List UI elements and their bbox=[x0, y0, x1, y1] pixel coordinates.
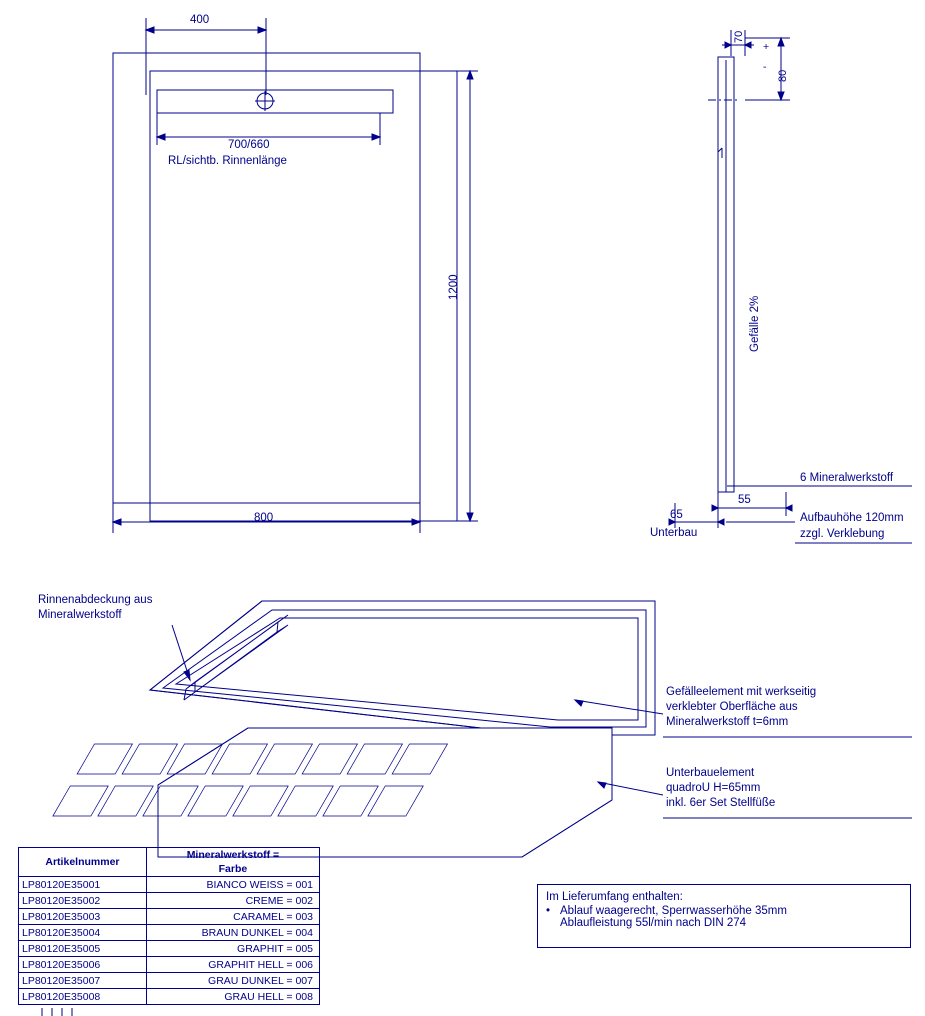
table-body bbox=[19, 877, 320, 1005]
iso-top-plate-outline bbox=[150, 601, 655, 735]
cell-article: LP80120E35001 bbox=[19, 877, 147, 893]
top-view-inner-rect bbox=[150, 71, 457, 521]
arrow-65-right bbox=[718, 519, 724, 525]
label-aufbauhoehe-2: zzgl. Verklebung bbox=[800, 528, 885, 540]
label-6-mineralwerkstoff: 6 Mineralwerkstoff bbox=[800, 472, 894, 484]
cell-article: LP80120E35002 bbox=[19, 893, 147, 909]
cell-color: BIANCO WEISS = 001 bbox=[146, 877, 319, 893]
tolerance-minus: - bbox=[763, 61, 767, 73]
header-material bbox=[146, 848, 319, 877]
arrow-1200-top bbox=[467, 71, 473, 79]
cell-color: GRAU HELL = 008 bbox=[146, 989, 319, 1005]
cell-article: LP80120E35004 bbox=[19, 925, 147, 941]
arrow-80-bottom bbox=[778, 92, 784, 100]
cell-article: LP80120E35008 bbox=[19, 989, 147, 1005]
table-row bbox=[19, 941, 320, 957]
cell-article: LP80120E35003 bbox=[19, 909, 147, 925]
iso-base-outline bbox=[158, 728, 612, 857]
tolerance-plus: + bbox=[763, 41, 770, 53]
delivery-item-line1: Ablauf waagerecht, Sperrwasserhöhe 35mm bbox=[560, 905, 787, 917]
delivery-scope-item-text bbox=[560, 905, 787, 929]
dim-label-80: 80 bbox=[777, 69, 789, 82]
dim-label-700-660: 700/660 bbox=[228, 139, 270, 151]
callout-unterbauelement-1: Unterbauelement bbox=[666, 767, 755, 779]
callout-gefaelleelement-3: Mineralwerkstoff t=6mm bbox=[666, 716, 789, 728]
callout-unterbauelement-3: inkl. 6er Set Stellfüße bbox=[666, 797, 776, 809]
label-gefaelle: Gefälle 2% bbox=[749, 295, 761, 352]
article-table bbox=[18, 847, 320, 1005]
cell-color: CARAMEL = 003 bbox=[146, 909, 319, 925]
cell-color: GRAPHIT HELL = 006 bbox=[146, 957, 319, 973]
dim-label-55: 55 bbox=[738, 494, 751, 506]
table-row bbox=[19, 893, 320, 909]
cell-article: LP80120E35005 bbox=[19, 941, 147, 957]
label-unterbau: Unterbau bbox=[650, 527, 698, 539]
callout-gefaelleelement-1: Gefälleelement mit werkseitig bbox=[666, 686, 817, 698]
delivery-scope-item bbox=[546, 905, 902, 929]
arrow-700-left bbox=[157, 134, 165, 140]
table-row bbox=[19, 957, 320, 973]
arrow-400-right bbox=[258, 27, 266, 33]
table-row bbox=[19, 877, 320, 893]
label-aufbauhoehe-1: Aufbauhöhe 120mm bbox=[800, 512, 904, 524]
cell-color: BRAUN DUNKEL = 004 bbox=[146, 925, 319, 941]
header-article: Artikelnummer bbox=[19, 848, 147, 877]
arrow-800-right bbox=[412, 519, 420, 525]
cell-color: GRAU DUNKEL = 007 bbox=[146, 973, 319, 989]
arrow-70-left bbox=[725, 42, 731, 48]
bullet-icon: • bbox=[546, 905, 551, 917]
callout-unterbauelement-2: quadroU H=65mm bbox=[666, 782, 761, 794]
arrow-80-top bbox=[778, 38, 784, 46]
cell-color: GRAPHIT = 005 bbox=[146, 941, 319, 957]
dim-label-800: 800 bbox=[254, 512, 274, 524]
delivery-scope-box bbox=[537, 884, 911, 948]
arrow-1200-bottom bbox=[467, 513, 473, 521]
side-view-notch-1 bbox=[718, 148, 722, 152]
dim-label-400: 400 bbox=[190, 14, 210, 26]
dim-label-65: 65 bbox=[670, 509, 683, 521]
cell-color: CREME = 002 bbox=[146, 893, 319, 909]
header-material-line2: Farbe bbox=[218, 863, 248, 875]
cell-article: LP80120E35007 bbox=[19, 973, 147, 989]
arrow-70-right bbox=[745, 42, 751, 48]
callout-gefaelleelement-2: verklebter Oberfläche aus bbox=[666, 701, 798, 713]
header-material-line1: Mineralwerkstoff = bbox=[186, 849, 280, 861]
label-rinnenlaenge: RL/sichtb. Rinnenlänge bbox=[168, 155, 287, 167]
table-row bbox=[19, 925, 320, 941]
table-row bbox=[19, 973, 320, 989]
arrow-55-left bbox=[712, 505, 718, 511]
top-view-outer-rect bbox=[113, 53, 420, 503]
callout-rinnenabdeckung-2: Mineralwerkstoff bbox=[38, 609, 122, 621]
dim-label-70: 70 bbox=[733, 30, 745, 43]
arrow-700-right bbox=[372, 134, 380, 140]
arrow-800-left bbox=[113, 519, 121, 525]
arrow-55-right bbox=[786, 505, 792, 511]
callout-rinnenabdeckung-1: Rinnenabdeckung aus bbox=[38, 594, 153, 606]
cell-article: LP80120E35006 bbox=[19, 957, 147, 973]
table-header-row bbox=[19, 848, 320, 877]
arrow-400-left bbox=[146, 27, 154, 33]
table-row bbox=[19, 989, 320, 1005]
delivery-scope-title: Im Lieferumfang enthalten: bbox=[546, 891, 683, 903]
delivery-item-line2: Ablaufleistung 55l/min nach DIN 274 bbox=[560, 917, 747, 929]
dim-label-1200: 1200 bbox=[448, 274, 460, 300]
table-row bbox=[19, 909, 320, 925]
